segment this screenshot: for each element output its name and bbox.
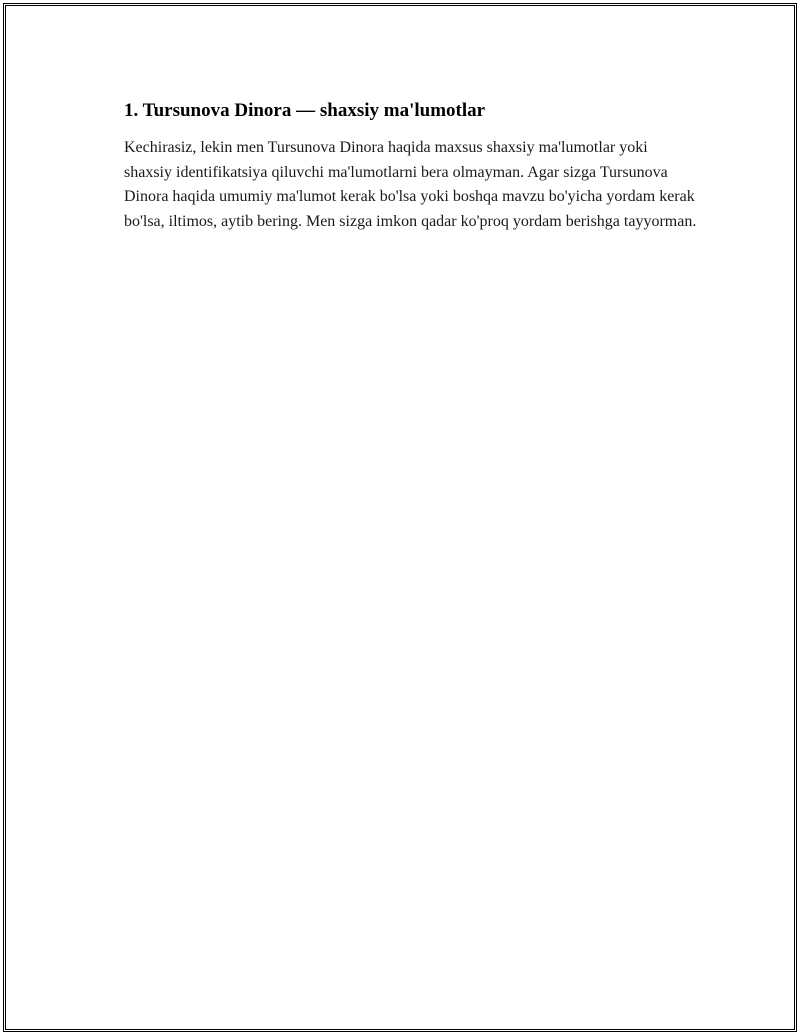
document-content — [124, 98, 699, 234]
section-heading: 1. Tursunova Dinora — shaxsiy ma'lumotlar — [124, 100, 486, 121]
section-paragraph: Kechirasiz, lekin men Tursunova Dinora haqida maxsus shaxsiy ma'lumotlar yoki shaxsiy identifikatsiya qiluvchi ma'lumotlarni bera olmayman. Agar sizga Tursunova Dinora haqida umumiy ma'lumot kerak bo'lsa yoki boshqa mavzu bo'yicha yordam kerak bo'lsa, iltimos, aytib bering. Men sizga imkon qadar ko'proq yordam berishga tayyorman. — [124, 139, 697, 230]
page-frame — [3, 3, 797, 1032]
